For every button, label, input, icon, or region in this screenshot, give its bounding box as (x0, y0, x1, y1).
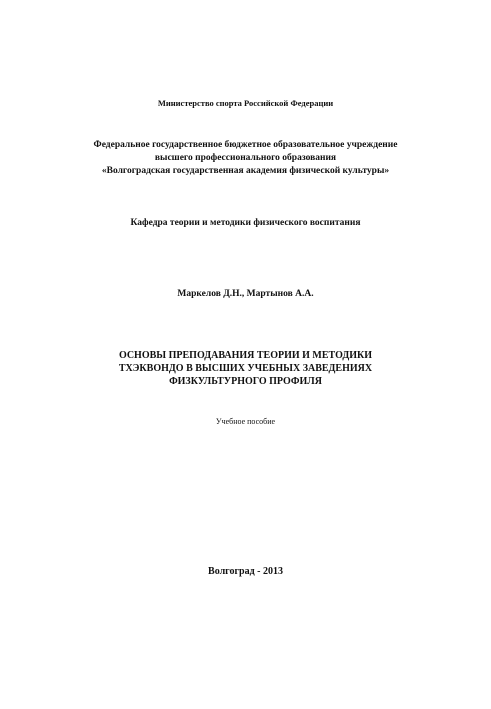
document-title-line-2: ТХЭКВОНДО В ВЫСШИХ УЧЕБНЫХ ЗАВЕДЕНИЯХ (118, 363, 373, 374)
institution-line-1: Федеральное государственное бюджетное образовательное учреждение (93, 140, 398, 150)
ministry-heading: Министерство спорта Российской Федерации (157, 98, 334, 108)
institution-line-2: высшего профессионального образования (154, 153, 337, 163)
city-year: Волгоград - 2013 (208, 566, 283, 577)
department-heading: Кафедра теории и методики физического воспитания (130, 218, 361, 228)
authors: Маркелов Д.Н., Мартынов А.А. (177, 289, 314, 299)
institution-line-3: «Волгоградская государственная академия физической культуры» (101, 166, 390, 176)
document-type: Учебное пособие (215, 417, 276, 426)
document-title-line-3: ФИЗКУЛЬТУРНОГО ПРОФИЛЯ (169, 376, 322, 387)
document-title-line-1: ОСНОВЫ ПРЕПОДАВАНИЯ ТЕОРИИ И МЕТОДИКИ (118, 350, 373, 361)
